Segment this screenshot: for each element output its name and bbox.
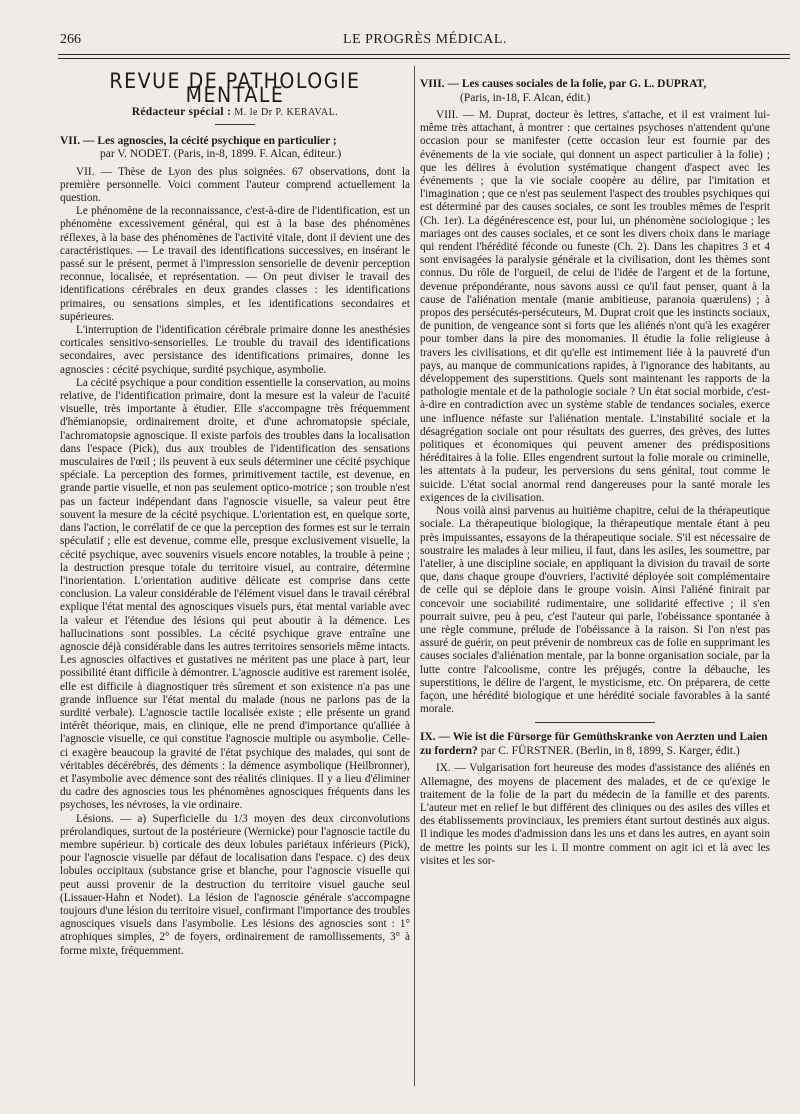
article-ix-title: IX. — Wie ist die Fürsorge für Gemüthskranke von Aerzten und Laien zu fordern? bbox=[420, 731, 768, 757]
article-ix-paragraph: IX. — Vulgarisation fort heureuse des modes d'assistance des aliénés en Allemagne, des moyens de placement des malades, et de ce qu'exige le traitement de la folie de la part du médecin de la famille et des parents. L'auteur met en relief le but différent des cliniques ou des asiles des villes et des établissements provinciaux, les premiers étant surtout destinés aux aigus. Il indique les modes d'admission dans les uns et dans les autres, en ayant soin de mettre les points sur les i. Il montre comment on agit ici et là avec les visites et les sor- bbox=[420, 762, 770, 867]
article-ix-heading bbox=[420, 731, 770, 758]
article-vii-title: VII. — Les agnoscies, la cécité psychique en particulier ; bbox=[60, 134, 337, 147]
article-vii-heading bbox=[60, 135, 410, 162]
editor-name: M. le Dr P. KERAVAL. bbox=[234, 107, 339, 119]
left-column bbox=[60, 70, 410, 1080]
journal-title: LE PROGRÈS MÉDICAL. bbox=[343, 32, 507, 47]
article-vii-paragraph: Le phénomène de la reconnaissance, c'est-à-dire de l'identification, est un phénomène excessivement général, qui est à la base des phénomènes réflexes, à la base des phénomènes de l'activité vitale, dont il devient une des caractéristiques. — Le travail des identifications successives, en insérant le passé sur le présent, permet à l'impression sensorielle de devenir perception reconnue, localisée, et représentation. — On peut diviser le travail des identifications cérébrales en deux grandes classes : les identifications primaires, ou sensations simples, et les identifications secondaires et supérieures. bbox=[60, 205, 410, 323]
article-vii-paragraph: L'interruption de l'identification cérébrale primaire donne les anesthésies corticales sensitivo-sensorielles. Le trouble du travail des identifications secondaires, avec persistance des identifications primaires, donne les agnoscies : cécité psychique, surdité psychique, asymbolie. bbox=[60, 324, 410, 376]
running-head bbox=[60, 32, 790, 54]
article-viii-title: VIII. — Les causes sociales de la folie, par G. L. DUPRAT, bbox=[420, 78, 707, 90]
article-ix-source: par C. FÜRSTNER. (Berlin, in 8, 1899, S. Karger, édit.) bbox=[480, 744, 740, 757]
article-vii-source: par V. NODET. (Paris, in-8, 1899. F. Alcan, éditeur.) bbox=[100, 148, 342, 161]
editor-label: Rédacteur spécial : bbox=[131, 106, 232, 119]
section-rule bbox=[535, 722, 655, 723]
article-vii-paragraph: VII. — Thèse de Lyon des plus soignées. 67 observations, dont la première personnelle. Voici comment l'auteur comprend actuellement la question. bbox=[60, 165, 410, 205]
section-title: REVUE DE PATHOLOGIE MENTALE bbox=[109, 69, 361, 108]
page-number: 266 bbox=[60, 32, 81, 47]
article-viii-source: (Paris, in-18, F. Alcan, édit.) bbox=[460, 91, 591, 104]
article-vii-paragraph: La cécité psychique a pour condition essentielle la conservation, au moins relative, de l'identification primaire, dont la mesure est la valeur de l'acuité visuelle, très importante à étudier. Elle s'accompagne très fréquemment d'hémianopsie, ordinairement droite, et d'une achromatopsie spéciale, l'achromatopsie agnoscique. Il existe parfois des troubles dans la localisation dans l'espace (Pick), dus aux troubles de l'identification des sensations musculaires de l'œil ; ils peuvent à eux seuls déterminer une cécité psychique spéciale. La perception des formes, primitivement tactile, est devenue, en grande partie visuelle, et non pas seulement optico-motrice ; son trouble n'est pas un facteur indépendant dans l'agnoscie visuelle, sa valeur peut être souvent la mesure de la cécité psychique. L'orientation est, en quelque sorte, dans l'action, le corrélatif de ce que la perception des formes est sur le terrain spéculatif ; elle est devenue, comme elle, presque exclusivement visuelle, la cécité psychique, avec souvenirs visuels encore notables, la trouble à peine ; la destruction presque totale du territoire visuel, au contraire, détermine l'inorientation. L'orientation auditive délicate est comprise dans cette conclusion. La valeur considérable de l'élément visuel dans le travail cérébral explique l'état mental des agnosciques visuels purs, état mental variable avec la valeur et l'étendue des lésions qui peut aboutir à la démence. Les hallucinations sont possibles. La cécité psychique grave entraîne une agnoscie déjà considérable dans les autres territoires sensoriels même intacts. Les agnoscies olfactives et gustatives ne méritent pas une place à part, leur possibilité étant difficile à démontrer. L'agnoscie auditive est rarement isolée, elle est difficile à diagnostiquer très sûrement et son existence n'a pas une grande influence sur l'état mental du malade (nous ne parlons pas de la surdité verbale). L'agnoscie tactile localisée existe ; elle présente un grand intérêt théorique, mais, en clinique, elle ne prend d'importance qu'alliée à l'agnoscie visuelle, ce qui constitue l'agnoscie multiple ou asymbolie. Celle-ci exagère beaucoup la gravité de l'état psychique des malades, qui sont de véritables décérébrés, des déments : la démence asymbolique (Heilbronner), et l'asymbolie avec démence sont des réalités cliniques. Il y a lieu d'éliminer du cadre des agnoscies tous les phénomènes agnosciques fréquents dans les psychoses, les névroses, la vie ordinaire. bbox=[60, 376, 410, 812]
column-divider bbox=[414, 66, 415, 1086]
header-rule bbox=[58, 54, 790, 55]
editor-line bbox=[60, 106, 410, 119]
title-rule bbox=[215, 124, 255, 125]
right-column bbox=[420, 70, 770, 1080]
article-viii-paragraph: VIII. — M. Duprat, docteur ès lettres, s'attache, et il est vraiment lui-même très attachant, à montrer : que certaines psychoses n'attendent qu'une occasion pour se manifester (cette occasion leur est fournie par des événements de la vie sociale, qui donnent un aspect particulier à la folie) ; que les délires à évolution systématique changent d'aspect avec les événements ; que la vie sociale coopère au délire, par l'imitation et l'imagination ; que ce n'est pas seulement l'aspect des troubles psychiques qui est déterminé par des causes sociales, ce sont les troubles mêmes de l'esprit (Ch. 1er). La dégénérescence est, pour lui, un phénomène sociologique ; les mariages ont des causes sociales, et ce sont les divers choix dans le mariage qui rendent l'hérédité féconde ou funeste (Ch. 2). Dans les chapitres 3 et 4 sont envisagées la paralysie générale et la civilisation, dont les thèmes sont connus. Du rôle de l'orgueil, de celui de l'idée de l'argent et de la fortune, devenue prépondérante, nous savons aussi ce qu'il faut penser, quant à la cause de l'aliénation mentale (manie ambitieuse, paranoia quærulens) ; à propos des persécutés-persécuteurs, M. Duprat croit que les instincts sociaux, de punition, de vengeance sont si forts que les aliénés n'ont qu'à les exagérer pour tomber dans la pire des monomanies. Il étudie la folie religieuse à travers les civilisations, et dit qu'elle est intimement liée à la pauvreté d'un pays, au manque de communications rapides, à l'ignorance des habitants, au développement des superstitions. Quels sont maintenant les rapports de la pathologie mentale et de la pathologie sociale ? Un état social morbide, c'est-à-dire en contradiction avec un système stable de tendances sociales, exerce une influence néfaste sur l'aliénation mentale. L'instabilité sociale et la désagrégation sociale ont pour résultats des guerres, des grèves, des luttes politiques et économiques qui peuvent amener des prédispositions héréditaires à la folie. Elles engendrent surtout la folie morale ou criminelle, les attentats à la pudeur, les perversions du sens génital, tout comme le suicide. L'état social anormal rend dangereuses pour la santé morale les exigences de la civilisation. bbox=[420, 109, 770, 504]
article-vii-paragraph: Lésions. — a) Superficielle du 1/3 moyen des deux circonvolutions prérolandiques, surtout de la postérieure (Wernicke) pour l'agnoscie tactile du membre supérieur. b) corticale des deux lobules pariétaux inférieurs (Pick), pour l'agnoscie visuelle par défaut de localisation dans l'espace. c) des deux lobules occipitaux (substance grise et blanche, pour l'agnoscie visuelle qui peut aussi provenir de la destruction du territoire visuel gauche seul (Lissauer-Hahn et Nodet). La lésion de l'agnoscie générale s'accompagne toujours d'une lésion du territoire visuel, confirmant l'importance des troubles agnosciques visuels dans l'asymbolie. Les lésions des agnoscies sont : 1° atrophiques simples, 2° de foyers, ordinairement de ramollissements, 3° à forme mixte, fréquemment. bbox=[60, 812, 410, 957]
article-viii-heading bbox=[420, 78, 770, 105]
header-rule-thin bbox=[58, 58, 790, 59]
article-viii-paragraph: Nous voilà ainsi parvenus au huitième chapitre, celui de la thérapeutique sociale. La thérapeutique biologique, la thérapeutique mentale étant à peu près impuissantes, essayons de la thérapeutique sociale. S'il est nécessaire de soustraire les malades à leur milieu, il faut, dans les asiles, les soumettre, par l'atelier, à une discipline sociale, en appliquant la division du travail de sorte que, dans chaque groupe d'ouvriers, l'activité déployée soit complémentaire de celle qui se déploie dans le groupe voisin. Ainsi l'aliéné finirait par concevoir une sociabilité rudimentaire, une solidarité effective ; il s'en pourrait suivre, peu à peu, c'est l'auteur qui parle, l'obéissance spontanée à une règle commune, prélude de l'obéissance à la raison. Si l'on n'est pas assuré de guérir, on peut prévenir de nombreux cas de folie en supprimant les causes sociales d'aliénation mentale, par la bonne organisation sociale, par la lutte contre l'alcoolisme, contre les préjugés, contre la débauche, les superstitions, le délire de l'argent, le mysticisme, etc. On préparera, de cette façon, une hérédité biologique et une hérédité sociale favorables à la santé morale. bbox=[420, 505, 770, 716]
